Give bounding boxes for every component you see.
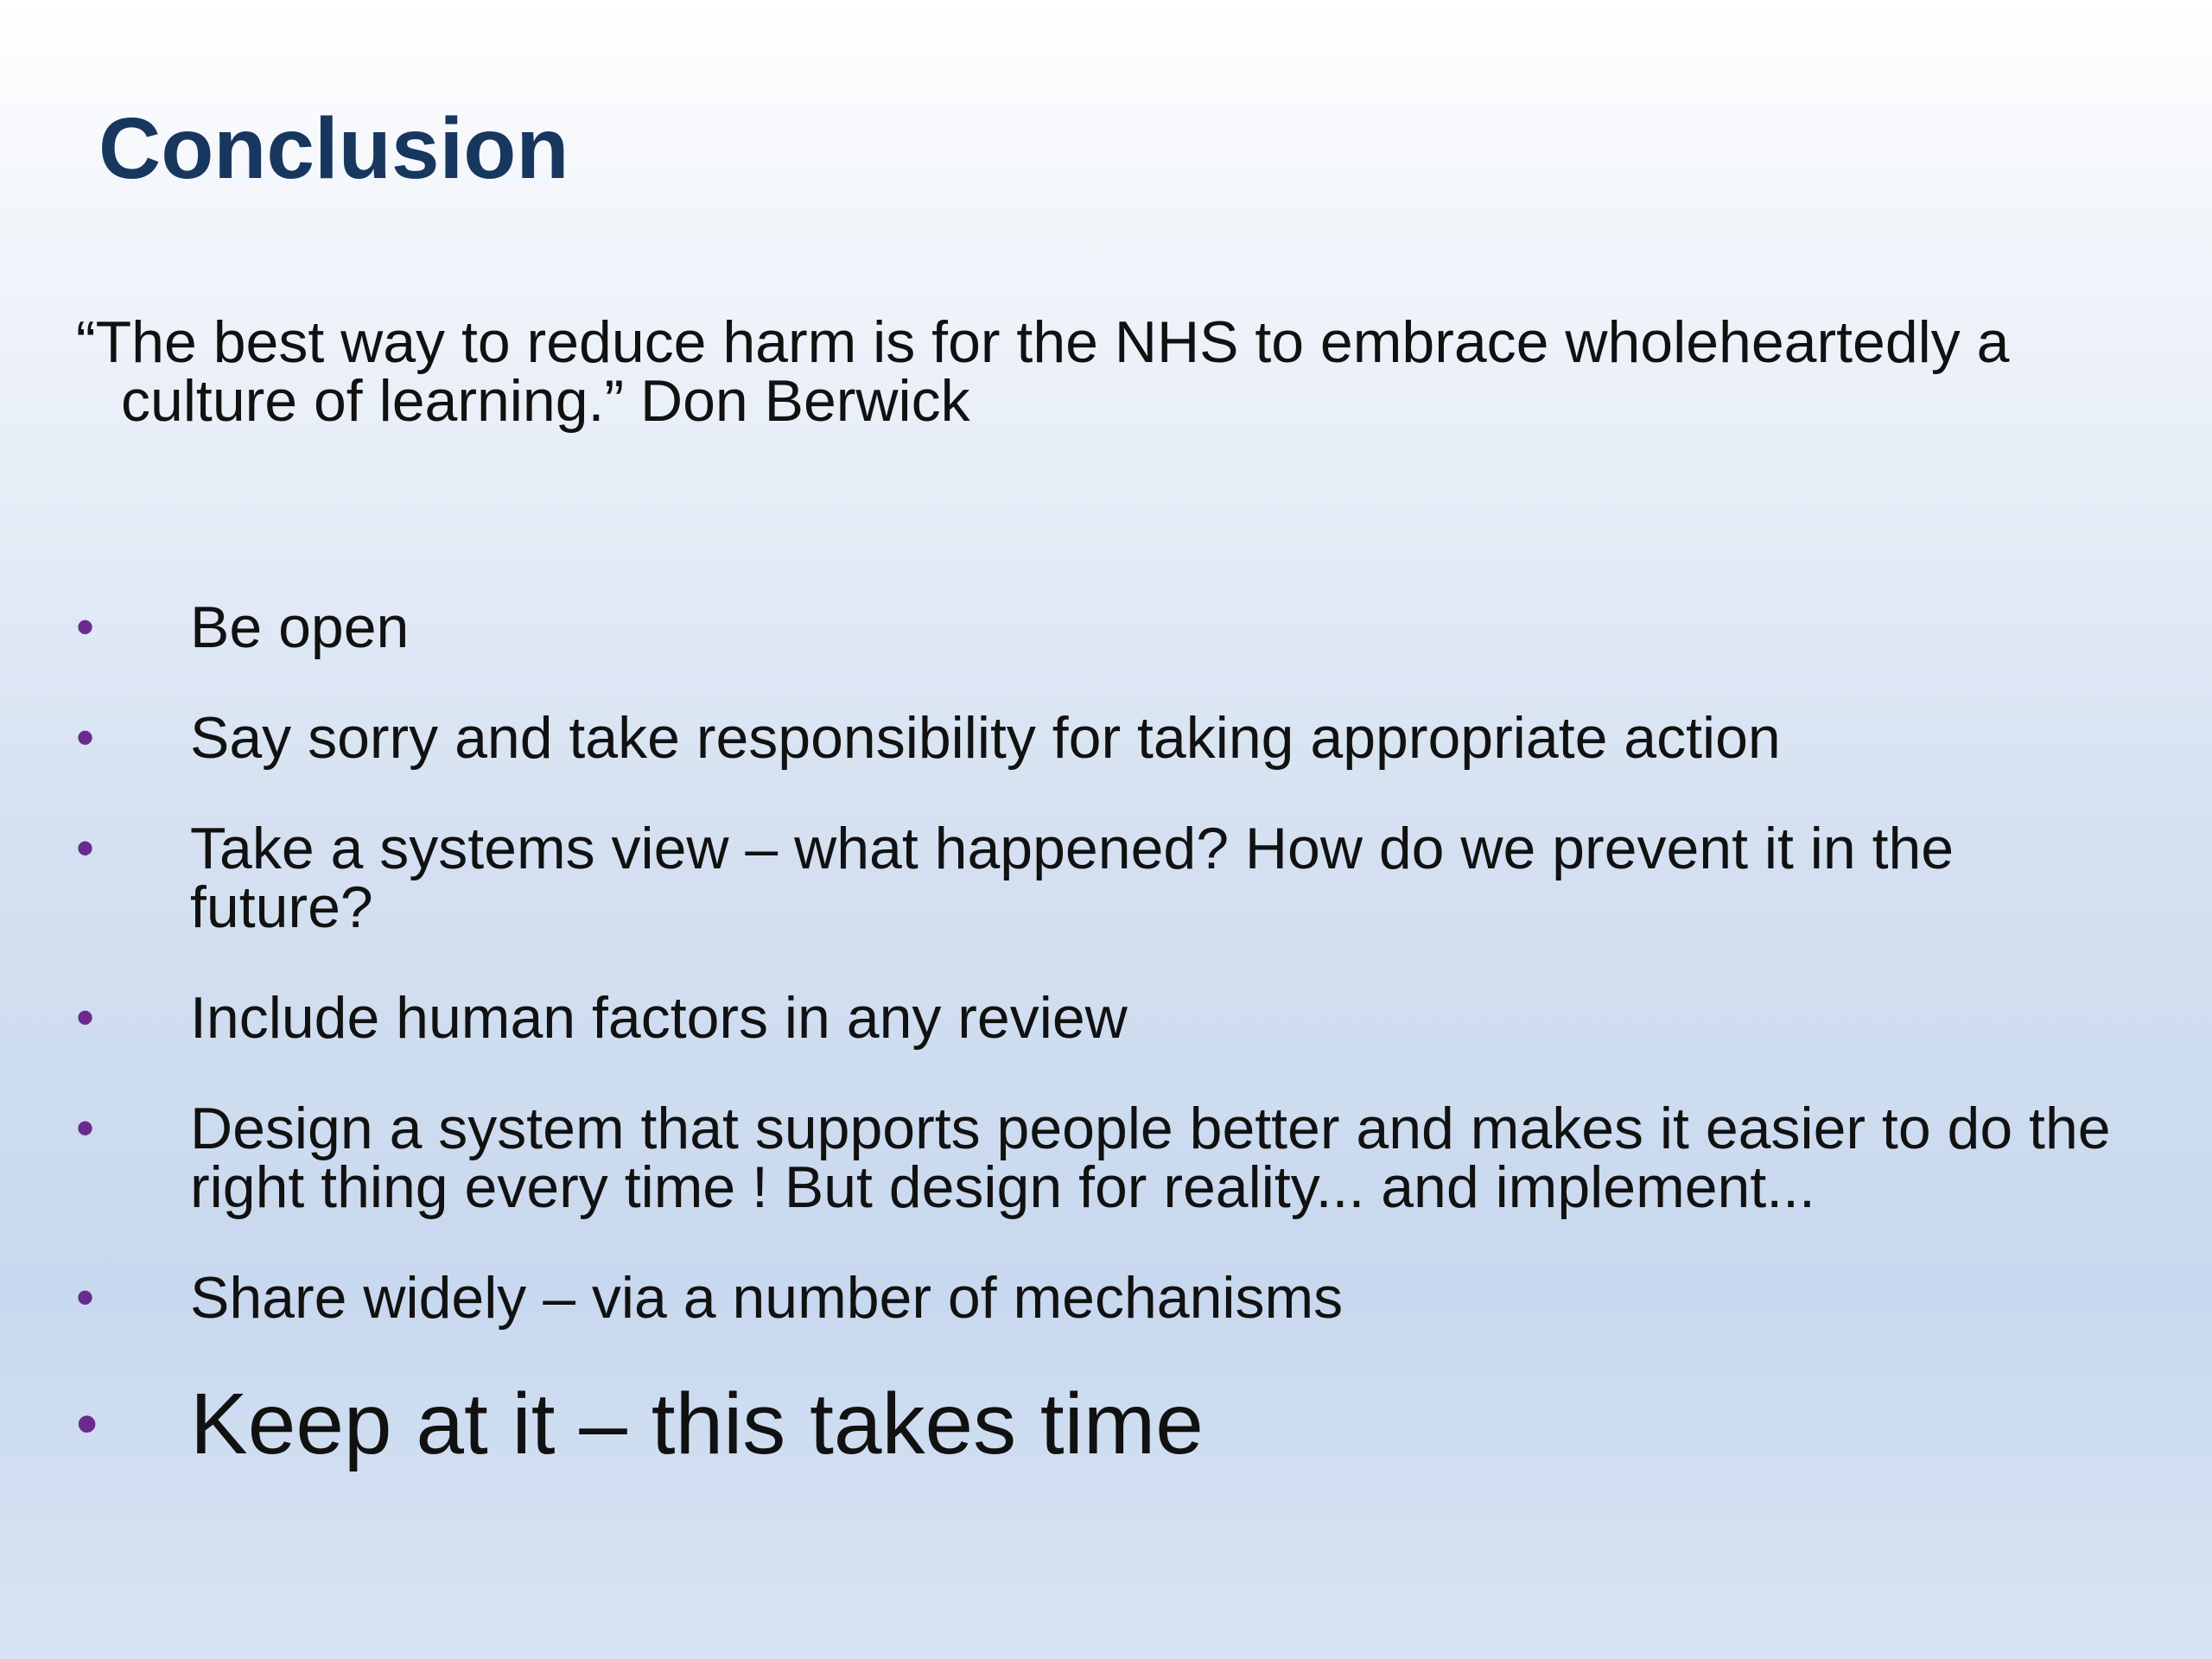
bullet-text: Say sorry and take responsibility for taking appropriate action <box>190 705 1781 771</box>
bullet-text: Be open <box>190 594 410 660</box>
bullet-dot-icon: • <box>76 819 95 877</box>
bullet-dot-icon: • <box>76 598 95 656</box>
bullet-dot-icon: • <box>76 1389 99 1459</box>
bullet-dot-icon: • <box>76 1268 95 1326</box>
bullet-dot-icon: • <box>76 709 95 766</box>
bullet-dot-icon: • <box>76 988 95 1046</box>
bullet-text: Share widely – via a number of mechanisms <box>190 1265 1344 1331</box>
bullet-text: Keep at it – this takes time <box>190 1376 1204 1472</box>
bullet-text: Take a systems view – what happened? How do we prevent it in the future? <box>190 816 1955 940</box>
bullet-text: Design a system that supports people better and makes it easier to do the right thing every time ! But design for reality... and implement... <box>190 1096 2111 1220</box>
quote-line-1: “The best way to reduce harm is for the NHS to embrace wholeheartedly a <box>76 309 2010 375</box>
bullet-dot-icon: • <box>76 1099 95 1157</box>
bullet-text: Include human factors in any review <box>190 985 1128 1051</box>
slide-title: Conclusion <box>99 100 569 197</box>
quote-line-2: culture of learning.” Don Berwick <box>121 368 970 434</box>
